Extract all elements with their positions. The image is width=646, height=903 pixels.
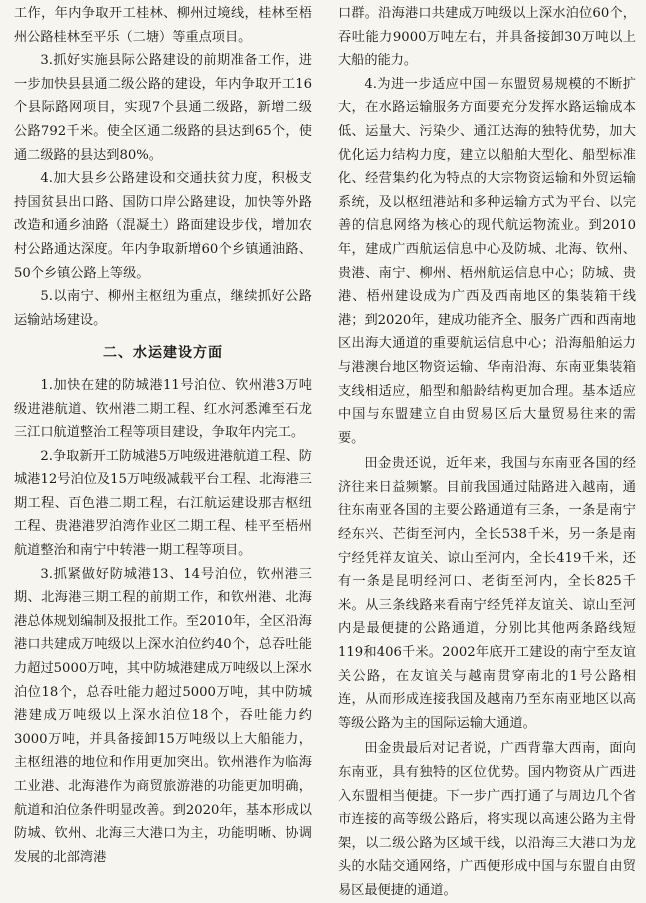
paragraph-rural-roads: 4.加大县乡公路建设和交通扶贫力度，积极支持国贫县出口路、国防口岸公路建设，加快等外路改造和通乡油路（混凝土）路面建设步伐，增加农村公路通达深度。年内争取新增60个乡镇通油路、50个乡镇公路上等级。	[14, 171, 312, 281]
paragraph-conclusion: 田金贵最后对记者说，广西背靠大西南，面向东南亚，具有独特的区位优势。国内物资从广西进入东盟相当便捷。下一步广西打通了与周边几个省市连接的高等级公路后，将实现以高速公路为主骨架，以二级公路为区域干线，以沿海三大港口为龙头的水陆交通网络，广西便形成中国与东盟自由贸易区最便捷的通道。	[338, 741, 636, 898]
paragraph-ongoing-projects: 1.加快在建的防城港11号泊位、钦州港3万吨级进港航道、钦州港二期工程、红水河悉滩至石龙三江口航道整治工程等项目建设，争取年内完工。	[14, 377, 312, 441]
right-column	[338, 2, 636, 903]
paragraph-county-roads: 3.抓好实施县际公路建设的前期准备工作，进一步加快县县通二级公路的建设，年内争取开工16个县际路网项目，实现7个县通二级路，新增二级公路792千米。使全区通二级路的县达到65个，使通二级路的县达到80%。	[14, 53, 312, 163]
paragraph-port-cluster-continued: 口群。沿海港口共建成万吨级以上深水泊位60个，吞吐能力9000万吨左右，并具备接卸30万吨以上大船的能力。	[338, 6, 636, 69]
section-heading-water-transport: 二、水运建设方面	[103, 345, 223, 362]
paragraph-asean-routes: 田金贵还说，近年来，我国与东南亚各国的经济往来日益频繁。目前我国通过陆路进入越南，通往东南亚各国的主要公路通道有三条，一条是南宁经东兴、芒街至河内，全长538千米，另一条是南宁经凭祥友谊关、谅山至河内，全长419千米，还有一条是昆明经河口、老街至河内，全长825千米。从三条线路来看南宁经凭祥友谊关、谅山至河内是最便捷的公路通道，分别比其他两条路线短119和406千米。2002年底开工建设的南宁至友谊关公路，在友谊关与越南贯穿南北的1号公路相连，从而形成连接我国及越南乃至东南亚地区以高等级公路为主的国际运输大通道。	[338, 456, 636, 731]
paragraph-highway-continued: 工作，年内争取开工桂林、柳州过境线，桂林至梧州公路桂林至平乐（二塘）等重点项目。	[14, 6, 312, 45]
paragraph-shipping-services: 4.为进一步适应中国－东盟贸易规模的不断扩大，在水路运输服务方面要充分发挥水路运输成本低、运量大、污染少、通江达海的独特优势，加大优化运力结构力度，建立以船舶大型化、船型标准化、经营集约化为特点的大宗物资运输和外贸运输系统，及以枢纽港站和多种运输方式为平台、以完善的信息网络为核心的现代航运物流业。到2010年，建成广西航运信息中心及防城、北海、钦州、贵港、南宁、柳州、梧州航运信息中心；防城、贵港、梧州建设成为广西及西南地区的集装箱干线港；到2020年，建成功能齐全、服务广西和西南地区出海大通道的重要航运信息中心；沿海船舶运力与港澳台地区物资运输、华南沿海、东南亚集装箱支线相适应，船型和船龄结构更加合理。基本适应中国与东盟建立自由贸易区后大量贸易往来的需要。	[338, 76, 636, 446]
paragraph-transport-stations: 5.以南宁、柳州主枢纽为重点，继续抓好公路运输站场建设。	[14, 289, 312, 328]
left-column	[14, 2, 312, 869]
paragraph-new-projects: 2.争取新开工防城港5万吨级进港航道工程、防城港12号泊位及15万吨级减载平台工程、北海港三期工程、百色港二期工程，右江航运建设那吉枢纽工程、贵港港罗泊湾作业区二期工程、桂平至梧州航道整治和南宁中转港一期工程等项目。	[14, 448, 312, 559]
paragraph-port-planning: 3.抓紧做好防城港13、14号泊位，钦州港三期、北海港三期工程的前期工作，和钦州港、北海港总体规划编制及报批工作。至2010年，全区沿海港口共建成万吨级以上深水泊位约40个，总吞吐能力超过5000万吨，其中防城港建成万吨级以上深水泊位18个，总吞吐能力超过5000万吨，其中防城港建成万吨级以上深水泊位18个，吞吐能力约3000万吨，并具备接卸15万吨级以上大船能力，主枢纽港的地位和作用更加突出。钦州港作为临海工业港、北海港作为商贸旅游港的功能更加明确，航道和泊位条件明显改善。到2020年，基本形成以防城、钦州、北海三大港口为主，功能明晰、协调发展的北部湾港	[14, 566, 312, 865]
